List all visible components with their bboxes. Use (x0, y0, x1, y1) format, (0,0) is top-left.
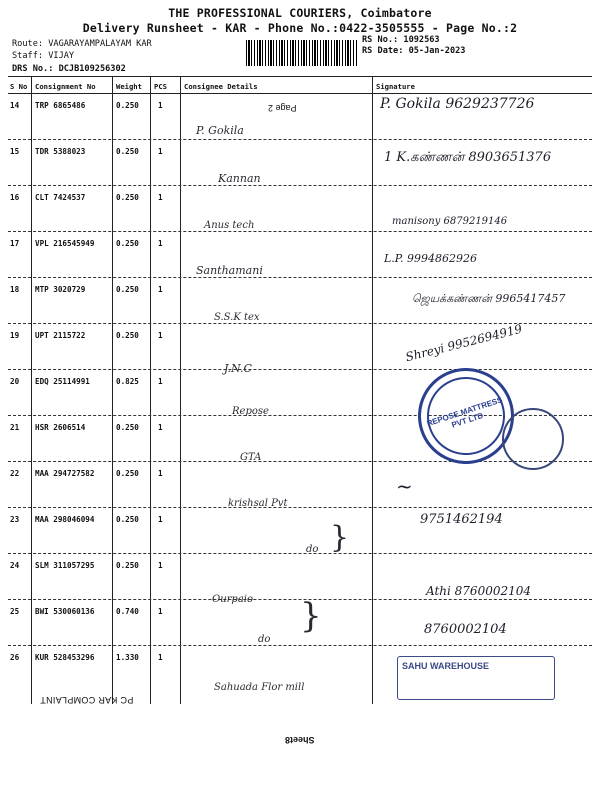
signature: L.P. 9994862926 (384, 252, 477, 265)
row-weight: 1.330 (116, 653, 139, 662)
row-pcs: 1 (158, 423, 163, 432)
row-sno: 17 (10, 239, 20, 248)
brace-mark: } (330, 520, 350, 555)
row-weight: 0.250 (116, 101, 139, 110)
col-header-signature: Signature (376, 82, 415, 91)
company-title: THE PROFESSIONAL COURIERS, Coimbatore (168, 6, 432, 20)
row-sno: 25 (10, 607, 20, 616)
complaint-footer: PC KAR COMPLAINT (40, 695, 134, 705)
row-consignment: KUR 528453296 (35, 653, 95, 662)
signature: Athi 8760002104 (426, 584, 532, 598)
barcode (246, 40, 358, 66)
consignee-name: Sahuada Flor mill (214, 682, 305, 693)
runsheet-title: Delivery Runsheet - KAR - Phone No.:0422-3505555 - Page No.:2 (82, 21, 518, 35)
stamp-text: SAHU WAREHOUSE (402, 661, 490, 671)
row-weight: 0.250 (116, 423, 139, 432)
row-pcs: 1 (158, 285, 163, 294)
row-consignment: UPT 2115722 (35, 331, 86, 340)
table-top-border (8, 76, 592, 77)
ditto-mark: do (258, 634, 271, 645)
rs-date: RS Date: 05-Jan-2023 (362, 46, 466, 56)
row-pcs: 1 (158, 193, 163, 202)
signature: 9751462194 (420, 512, 503, 527)
row-pcs: 1 (158, 515, 163, 524)
row-weight: 0.740 (116, 607, 139, 616)
row-consignment: SLM 311057295 (35, 561, 95, 570)
row-pcs: 1 (158, 377, 163, 386)
row-sno: 22 (10, 469, 20, 478)
row-pcs: 1 (158, 653, 163, 662)
ditto-mark: do (306, 544, 319, 555)
row-pcs: 1 (158, 607, 163, 616)
col-header-pcs: PCS (154, 82, 167, 91)
row-consignment: TDR 5388023 (35, 147, 86, 156)
rs-number: RS No.: 1092563 (362, 35, 440, 45)
row-weight: 0.250 (116, 331, 139, 340)
row-pcs: 1 (158, 331, 163, 340)
table-row (8, 232, 592, 278)
page-number-annotation: Page 2 (268, 103, 297, 113)
consignee-name: Santhamani (196, 264, 263, 277)
staff-label: Staff: VIJAY (12, 51, 75, 61)
consignee-name: P. Gokila (196, 124, 244, 137)
row-weight: 0.250 (116, 239, 139, 248)
consignee-name: S.S.K tex (214, 312, 260, 323)
row-consignment: TRP 6865486 (35, 101, 86, 110)
drs-number: DRS No.: DCJB109256302 (12, 64, 126, 74)
row-sno: 16 (10, 193, 20, 202)
seal-text: REPOSE MATTRESS PVT LTD (425, 395, 504, 430)
signature: ஜெயக்கண்ணன் 9965417457 (412, 292, 566, 305)
row-pcs: 1 (158, 147, 163, 156)
row-weight: 0.825 (116, 377, 139, 386)
row-weight: 0.250 (116, 285, 139, 294)
row-sno: 26 (10, 653, 20, 662)
row-sno: 21 (10, 423, 20, 432)
consignee-name: Ourpaio (212, 594, 254, 605)
col-header-consignment: Consignment No (35, 82, 96, 91)
table-row (8, 508, 592, 554)
row-sno: 24 (10, 561, 20, 570)
row-consignment: MTP 3020729 (35, 285, 86, 294)
consignee-name: Kannan (218, 172, 261, 185)
row-consignment: HSR 2606514 (35, 423, 86, 432)
warehouse-stamp (397, 656, 555, 700)
row-consignment: MAA 294727582 (35, 469, 95, 478)
consignee-name: Repose (232, 406, 269, 417)
row-weight: 0.250 (116, 515, 139, 524)
row-consignment: MAA 298046094 (35, 515, 95, 524)
signature: manisony 6879219146 (392, 216, 508, 227)
row-weight: 0.250 (116, 193, 139, 202)
signature: 8760002104 (424, 622, 507, 637)
brace-mark: } (300, 596, 322, 636)
row-weight: 0.250 (116, 561, 139, 570)
row-consignment: VPL 216545949 (35, 239, 95, 248)
consignee-name: krishsal Pvt (228, 498, 288, 509)
route-label: Route: VAGARAYAMPALAYAM KAR (12, 39, 152, 49)
row-sno: 15 (10, 147, 20, 156)
signature: 1 K.கண்ணன் 8903651376 (384, 150, 552, 165)
row-pcs: 1 (158, 239, 163, 248)
row-pcs: 1 (158, 561, 163, 570)
sheet-footer: Sheet8 (285, 735, 315, 745)
row-sno: 18 (10, 285, 20, 294)
signature: Shreyi 9952694919 (404, 321, 524, 365)
row-sno: 14 (10, 101, 20, 110)
row-sno: 19 (10, 331, 20, 340)
row-sno: 23 (10, 515, 20, 524)
consignee-name: Anus tech (204, 220, 255, 231)
consignee-name: GTA (240, 452, 262, 463)
row-weight: 0.250 (116, 147, 139, 156)
col-header-details: Consignee Details (184, 82, 258, 91)
table-row (8, 462, 592, 508)
row-pcs: 1 (158, 101, 163, 110)
signature-scribble: ~ (396, 474, 413, 498)
round-seal (502, 408, 564, 470)
row-consignment: BWI 530060136 (35, 607, 95, 616)
row-sno: 20 (10, 377, 20, 386)
row-consignment: CLT 7424537 (35, 193, 86, 202)
col-header-weight: Weight (116, 82, 142, 91)
consignee-name: J.N.C (224, 362, 252, 375)
col-header-sno: S No (10, 82, 28, 91)
row-consignment: EDQ 25114991 (35, 377, 90, 386)
row-weight: 0.250 (116, 469, 139, 478)
row-pcs: 1 (158, 469, 163, 478)
signature: P. Gokila 9629237726 (380, 96, 535, 112)
